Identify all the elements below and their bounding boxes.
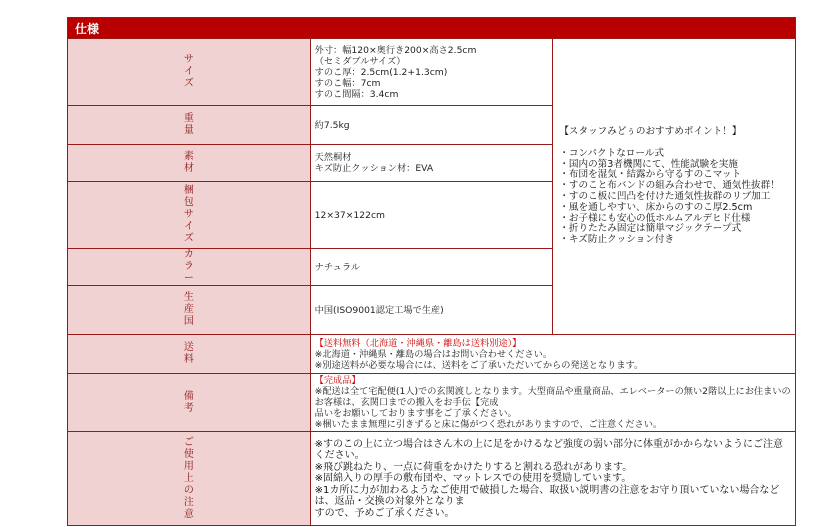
label-caution: ご使用上の注意 — [68, 432, 311, 526]
label-color: カラー — [68, 249, 311, 286]
value-size: 外寸：幅120×奥行き200×高さ2.5cm （セミダブルサイズ） すのこ厚：2.5cm(1.2+1.3cm) すのこ幅：7cm すのこ間隔：3.4cm — [310, 39, 553, 106]
value-weight: 約7.5kg — [310, 106, 553, 145]
spec-table — [67, 17, 796, 526]
recommend-point: ・国内の第3者機関にて、性能試験を実施 — [559, 158, 738, 170]
value-color: ナチュラル — [310, 249, 553, 286]
value-remarks: 【完成品】 ※配送は全て宅配便(1人)での玄関渡しとなります。大型商品や重量商品、エレベーターの無い2階以上にお住まいのお客様は、玄関口までの搬入をお手伝【完成 品いをお願いしております事をご了承ください。 ※梱いたまま無理に引きずると床に傷がつく恐れがありますので、ご注意ください。 — [310, 374, 795, 432]
recommend-point: ・風を通しやすい、床からのすのこ厚2.5cm — [559, 201, 753, 213]
value-origin: 中国(ISO9001認定工場で生産) — [310, 286, 553, 335]
recommend-point: ・コンパクトなロール式 — [559, 147, 664, 159]
recommend-point: ・布団を湿気・結露から守るすのこマット — [559, 169, 742, 181]
recommend-point: ・お子様にも安心の低ホルムアルデヒド仕様 — [559, 212, 751, 224]
spec-title: 仕様 — [68, 18, 796, 39]
label-package: 梱包サイズ — [68, 182, 311, 249]
recommend-heading: 【スタッフみどぅのおすすめポイント！】 — [559, 126, 742, 138]
recommend-point: ・すのこ板に凹凸を付けた通気性抜群のリブ加工 — [559, 191, 771, 202]
label-material: 素材 — [68, 145, 311, 182]
value-material: 天然桐材 キズ防止クッション材：EVA — [310, 145, 553, 182]
label-size: サイズ — [68, 39, 311, 106]
recommend-point: ・すのこと布バンドの組み合わせで、通気性抜群！ — [559, 180, 780, 192]
label-shipping: 送料 — [68, 335, 311, 374]
recommend-point: ・折りたたみ固定は簡単マジックテープ式 — [559, 223, 742, 235]
value-caution: ※すのこの上に立つ場合はさん木の上に足をかけるなど強度の弱い部分に体重がかからないようにご注意ください。 ※飛び跳ねたり、一点に荷重をかけたりすると割れる恐れがあります。 ※固綿入りの厚手の敷布団や、マットレスでの使用を奨励しています。 ※1カ所に力が加わるようなご使用で破損した場合、取扱い説明書の注意をお守り頂いていない場合などは、返品・交換の対象外となりま すので、予めご了承ください。 — [310, 432, 795, 526]
recommend-panel — [553, 39, 796, 335]
label-remarks: 備考 — [68, 374, 311, 432]
value-package: 12×37×122cm — [310, 182, 553, 249]
label-origin: 生産国 — [68, 286, 311, 335]
recommend-point: ・キズ防止クッション付き — [559, 234, 675, 246]
label-weight: 重量 — [68, 106, 311, 145]
value-shipping: 【送料無料（北海道・沖縄県・離島は送料別途）】 ※北海道・沖縄県・離島の場合はお問い合わせください。 ※別途送料が必要な場合には、送料をご了承いただいてからの発送となります。 — [310, 335, 795, 374]
